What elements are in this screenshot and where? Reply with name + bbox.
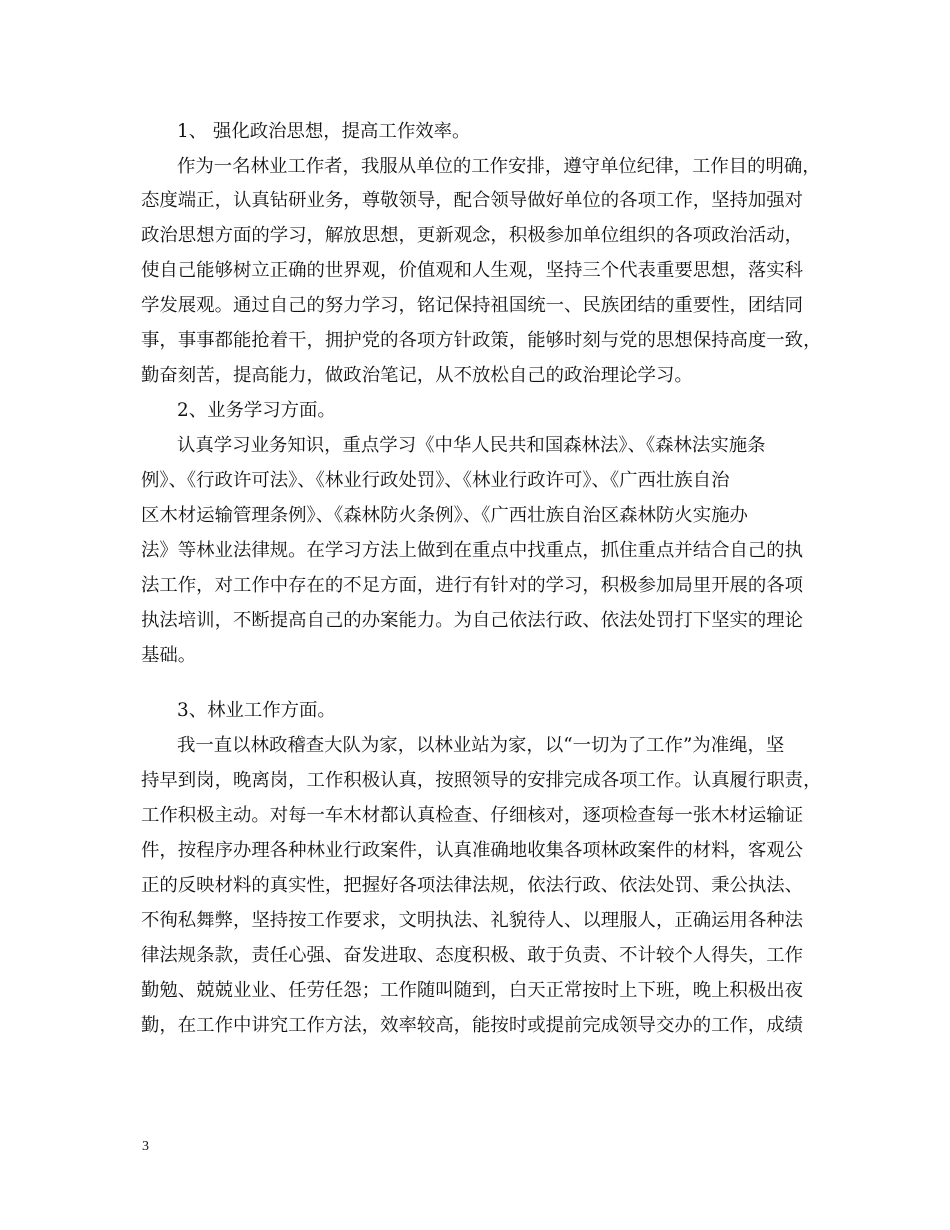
paragraph-line: 勤，在工作中讲究工作方法，效率较高，能按时或提前完成领导交办的工作，成绩 <box>141 1015 804 1036</box>
paragraph-line: 例》、《行政许可法》、《林业行政处罚》、《林业行政许可》、《广西壮族自治 <box>141 470 730 491</box>
paragraph-line: 认真学习业务知识，重点学习《中华人民共和国森林法》、《森林法实施条 <box>177 435 766 456</box>
paragraph-line: 使自己能够树立正确的世界观，价值观和人生观，坚持三个代表重要思想，落实科 <box>141 260 804 281</box>
paragraph-line: 法》等林业法律规。在学习方法上做到在重点中找重点，抓住重点并结合自己的执 <box>141 540 804 561</box>
paragraph-line: 件，按程序办理各种林业行政案件，认真准确地收集各项林政案件的材料，客观公 <box>141 840 804 861</box>
heading-political-thought: 1、 强化政治思想，提高工作效率。 <box>177 121 471 142</box>
paragraph-line: 事，事事都能抢着干，拥护党的各项方针政策，能够时刻与党的思想保持高度一致， <box>141 330 822 351</box>
heading-forestry-work: 3、林业工作方面。 <box>177 700 336 721</box>
page-number: 3 <box>142 1139 149 1154</box>
paragraph-line: 勤奋刻苦，提高能力，做政治笔记，从不放松自己的政治理论学习。 <box>141 365 693 386</box>
paragraph-line: 政治思想方面的学习，解放思想，更新观念，积极参加单位组织的各项政治活动， <box>141 225 804 246</box>
paragraph-line: 我一直以林政稽查大队为家，以林业站为家，以“一切为了工作”为准绳，坚 <box>177 735 785 756</box>
paragraph-line: 学发展观。通过自己的努力学习，铭记保持祖国统一、民族团结的重要性，团结同 <box>141 295 804 316</box>
paragraph-line: 基础。 <box>141 645 197 666</box>
paragraph-line: 正的反映材料的真实性，把握好各项法律法规，依法行政、依法处罚、秉公执法、 <box>141 875 804 896</box>
paragraph-line: 不徇私舞弊，坚持按工作要求，文明执法、礼貌待人、以理服人，正确运用各种法 <box>141 910 804 931</box>
paragraph-line: 作为一名林业工作者，我服从单位的工作安排，遵守单位纪律，工作目的明确， <box>177 156 821 177</box>
paragraph-line: 工作积极主动。对每一车木材都认真检查、仔细核对，逐项检查每一张木材运输证 <box>141 805 804 826</box>
paragraph-line: 态度端正，认真钻研业务，尊敬领导，配合领导做好单位的各项工作，坚持加强对 <box>141 190 804 211</box>
paragraph-line: 持早到岗，晚离岗，工作积极认真，按照领导的安排完成各项工作。认真履行职责， <box>141 770 822 791</box>
paragraph-line: 律法规条款，责任心强、奋发进取、态度积极、敢于负责、不计较个人得失，工作 <box>141 945 804 966</box>
paragraph-line: 区木材运输管理条例》、《森林防火条例》、《广西壮族自治区森林防火实施办 <box>141 505 748 526</box>
paragraph-line: 法工作，对工作中存在的不足方面，进行有针对的学习，积极参加局里开展的各项 <box>141 575 804 596</box>
heading-business-study: 2、业务学习方面。 <box>177 400 336 421</box>
paragraph-line: 勤勉、兢兢业业、任劳任怨；工作随叫随到，白天正常按时上下班，晚上积极出夜 <box>141 980 804 1001</box>
paragraph-line: 执法培训，不断提高自己的办案能力。为自己依法行政、依法处罚打下坚实的理论 <box>141 610 804 631</box>
